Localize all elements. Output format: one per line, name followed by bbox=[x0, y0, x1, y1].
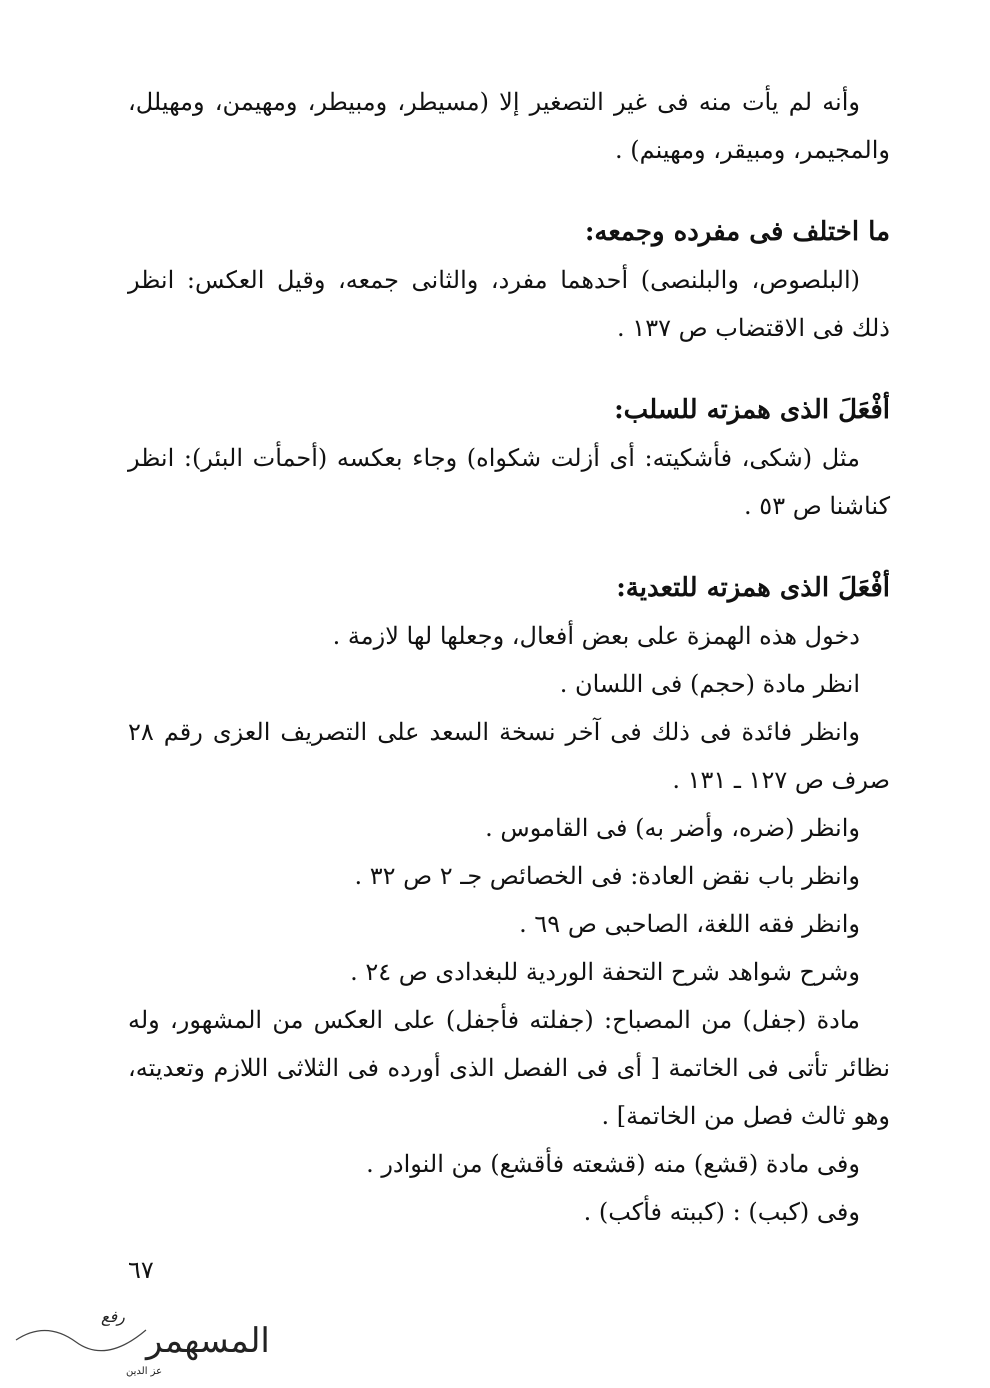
paragraph: دخول هذه الهمزة على بعض أفعال، وجعلها لها لازمة . bbox=[332, 622, 860, 650]
stamp-logo bbox=[6, 1300, 270, 1380]
page-number: ٦٧ bbox=[128, 1256, 154, 1284]
section-heading: أفْعَلَ الذى همزته للسلب: bbox=[614, 395, 890, 425]
paragraph: انظر مادة (حجم) فى اللسان . bbox=[559, 670, 860, 698]
section-heading: أفْعَلَ الذى همزته للتعدية: bbox=[616, 573, 890, 603]
paragraph: وانظر فقه اللغة، الصاحبى ص ٦٩ . bbox=[519, 910, 860, 938]
stamp-sub-text: عز الدين bbox=[126, 1366, 163, 1377]
paragraph: وأنه لم يأت منه فى غير التصغير إلا (مسيطر، ومبيطر، ومهيمن، ومهيلل، والمجيمر، ومبيقر، ومهينم) . bbox=[128, 88, 890, 164]
paragraph: مثل (شكى، فأشكيته: أى أزلت شكواه) وجاء بعكسه (أحمأت البئر): انظر كناشنا ص ٥٣ . bbox=[128, 444, 890, 520]
paragraph: (البلصوص، والبلنصى) أحدهما مفرد، والثانى جمعه، وقيل العكس: انظر ذلك فى الاقتضاب ص ١٣٧ . bbox=[128, 266, 890, 342]
section-gap bbox=[128, 174, 890, 208]
section-gap bbox=[128, 530, 890, 564]
paragraph: مادة (جفل) من المصباح: (جفلته فأجفل) على العكس من المشهور، وله نظائر تأتى فى الخاتمة [ أى فى الفصل الذى أورده فى الثلاثى اللازم وتعديته، وهو ثالث فصل من الخاتمة] . bbox=[128, 1006, 890, 1130]
paragraph: وانظر فائدة فى ذلك فى آخر نسخة السعد على التصريف العزى رقم ٢٨ صرف ص ١٢٧ ـ ١٣١ . bbox=[128, 718, 890, 794]
paragraph: وفى (كبب) : (كببته فأكب) . bbox=[583, 1198, 860, 1226]
paragraph: وفى مادة (قشع) منه (قشعته فأقشع) من النوادر . bbox=[366, 1150, 860, 1178]
section-gap bbox=[128, 352, 890, 386]
paragraph: وشرح شواهد شرح التحفة الوردية للبغدادى ص ٢٤ . bbox=[350, 958, 860, 986]
stamp-main-text: المسهمر bbox=[146, 1321, 270, 1361]
section-heading: ما اختلف فى مفرده وجمعه: bbox=[584, 217, 890, 247]
stamp-top-text: رفع bbox=[101, 1307, 125, 1326]
paragraph: وانظر باب نقض العادة: فى الخصائص جـ ٢ ص ٣٢ . bbox=[354, 862, 860, 890]
page-body bbox=[128, 78, 890, 1236]
paragraph: وانظر (ضره، وأضر به) فى القاموس . bbox=[485, 814, 860, 842]
